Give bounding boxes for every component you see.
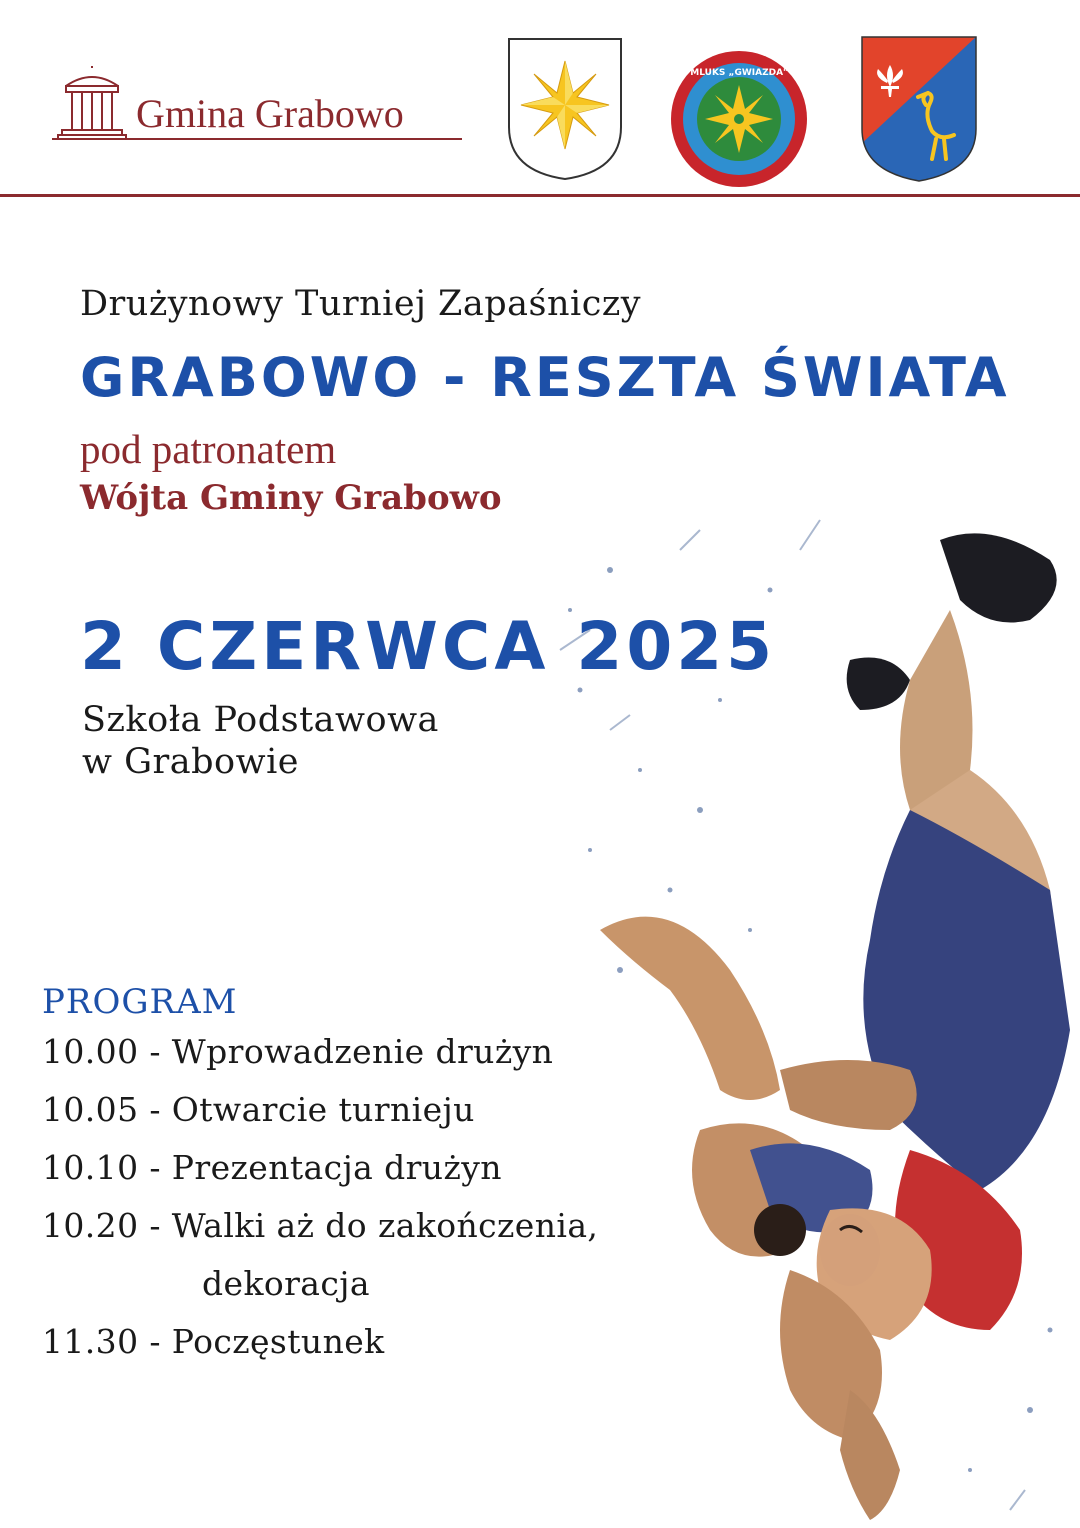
venue-line-2: w Grabowie: [82, 742, 299, 782]
header-divider: [0, 194, 1080, 197]
program-item-continuation-text: dekoracja: [202, 1264, 370, 1303]
club-emblem-icon: [668, 48, 810, 190]
star-shield-emblem-icon: [505, 35, 625, 183]
program-item: 11.30 - Poczęstunek: [42, 1322, 385, 1361]
svg-text:MLUKS „GWIAZDA": MLUKS „GWIAZDA": [690, 68, 788, 78]
header: [0, 0, 1080, 200]
program-item: 10.05 - Otwarcie turnieju: [42, 1090, 475, 1129]
patron-line-1: pod patronatem: [80, 426, 337, 472]
event-date: 2 CZERWCA 2025: [80, 608, 777, 685]
coat-of-arms-icon: [860, 35, 978, 183]
program-item-continuation: [42, 1264, 742, 1322]
patron-line-2: Wójta Gminy Grabowo: [80, 478, 502, 518]
venue-line-1: Szkoła Podstawowa: [82, 700, 439, 740]
gmina-logo-text: Gmina Grabowo: [136, 91, 404, 136]
program-item: 10.20 - Walki aż do zakończenia,: [42, 1206, 599, 1245]
program-item: 10.10 - Prezentacja drużyn: [42, 1148, 502, 1187]
event-subtitle: Drużynowy Turniej Zapaśniczy: [80, 284, 642, 324]
logo-underline: [52, 138, 462, 140]
program-item: 10.00 - Wprowadzenie drużyn: [42, 1032, 554, 1071]
program-heading: PROGRAM: [42, 982, 238, 1022]
program-list: [42, 1032, 742, 1380]
event-title: GRABOWO - RESZTA ŚWIATA: [80, 346, 1010, 409]
